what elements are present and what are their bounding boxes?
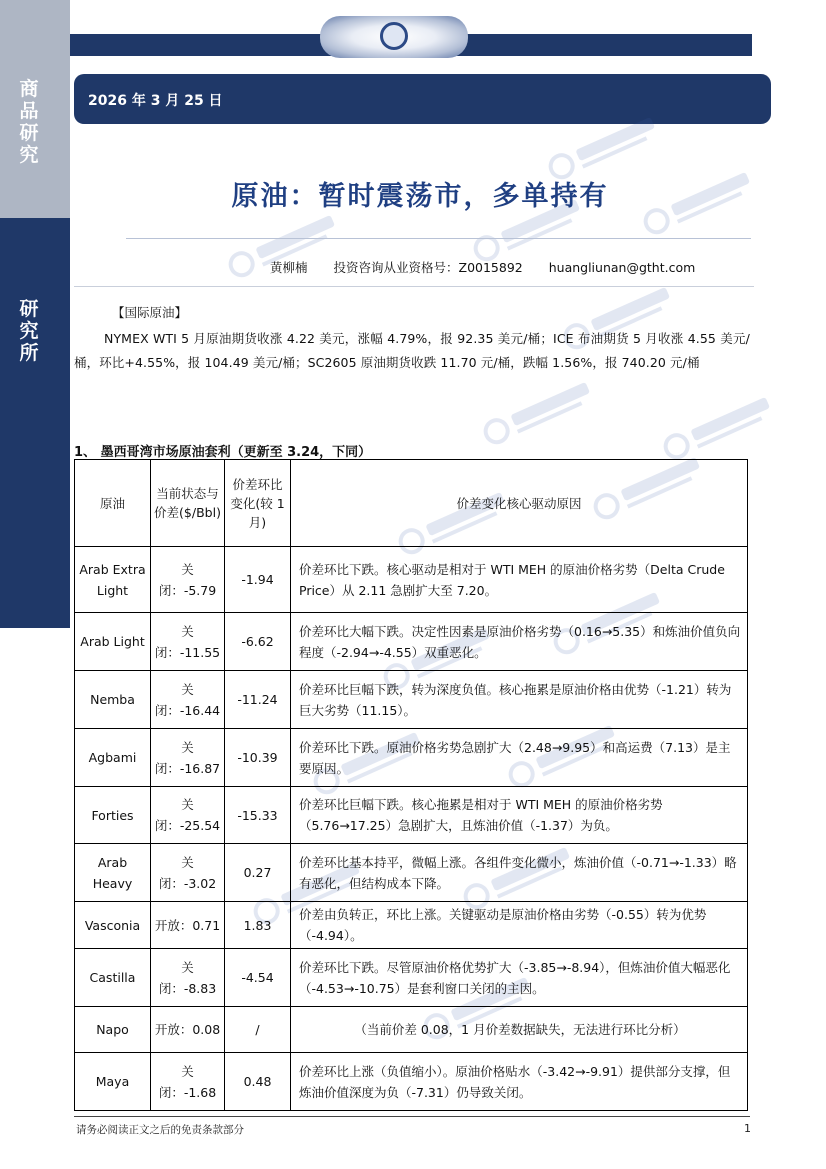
spread-status: 开放：0.71: [151, 902, 225, 949]
author-line: [270, 258, 695, 276]
driver-reason: 价差环比下跌。原油价格劣势急剧扩大（2.48→9.95）和高运费（7.13）是主要原因。: [291, 729, 748, 787]
table-row: [75, 1007, 748, 1053]
column-header-reason: 价差变化核心驱动原因: [291, 460, 748, 547]
driver-reason: 价差环比基本持平，微幅上涨。各组件变化微小，炼油价值（-0.71→-1.33）略有恶化，但结构成本下降。: [291, 844, 748, 902]
page-number: 1: [744, 1122, 751, 1135]
arbitrage-table: [74, 459, 748, 1111]
watermark-logo-icon: [478, 372, 602, 454]
table-row: [75, 949, 748, 1007]
crude-name: Napo: [75, 1007, 151, 1053]
driver-reason: 价差环比大幅下跌。决定性因素是原油价格劣势（0.16→5.35）和炼油价值负向程度（-2.94→-4.55）双重恶化。: [291, 613, 748, 671]
spread-change: -4.54: [225, 949, 291, 1007]
spread-change: 0.48: [225, 1053, 291, 1111]
driver-reason: 价差环比下跌。尽管原油价格优势扩大（-3.85→-8.94），但炼油价值大幅恶化（-4.53→-10.75）是套利窗口关闭的主因。: [291, 949, 748, 1007]
driver-reason: （当前价差 0.08，1 月价差数据缺失，无法进行环比分析）: [291, 1007, 748, 1053]
column-header-crude: 原油: [75, 460, 151, 547]
section-label: 【国际原油】: [112, 305, 188, 320]
spread-status: 关闭：-16.44: [151, 671, 225, 729]
spread-status: 关闭：-8.83: [151, 949, 225, 1007]
driver-reason: 价差环比巨幅下跌，转为深度负值。核心拖累是原油价格由优势（-1.21）转为巨大劣势（11.15）。: [291, 671, 748, 729]
spread-status: 关闭：-5.79: [151, 547, 225, 613]
column-header-change: 价差环比变化(较 1 月): [225, 460, 291, 547]
author-divider: [74, 286, 754, 287]
table-row: [75, 729, 748, 787]
spread-change: /: [225, 1007, 291, 1053]
spread-status: 关闭：-1.68: [151, 1053, 225, 1111]
spread-status: 关闭：-11.55: [151, 613, 225, 671]
spread-status: 关闭：-25.54: [151, 787, 225, 844]
table-row: [75, 902, 748, 949]
table-row: [75, 844, 748, 902]
table-row: [75, 613, 748, 671]
sidebar-bottom-panel: [0, 218, 70, 628]
crude-name: Arab Extra Light: [75, 547, 151, 613]
table-row: [75, 547, 748, 613]
crude-name: Maya: [75, 1053, 151, 1111]
driver-reason: 价差由负转正，环比上涨。关键驱动是原油价格由劣势（-0.55）转为优势（-4.94）。: [291, 902, 748, 949]
table-row: [75, 1053, 748, 1111]
footer-divider: [74, 1116, 750, 1117]
spread-change: -15.33: [225, 787, 291, 844]
crude-name: Nemba: [75, 671, 151, 729]
driver-reason: 价差环比巨幅下跌。核心拖累是相对于 WTI MEH 的原油价格劣势（5.76→17.25）急剧扩大，且炼油价值（-1.37）为负。: [291, 787, 748, 844]
table-row: [75, 787, 748, 844]
company-emblem-icon: [320, 16, 468, 58]
crude-name: Agbami: [75, 729, 151, 787]
crude-name: Vasconia: [75, 902, 151, 949]
spread-change: 0.27: [225, 844, 291, 902]
table-row: [75, 671, 748, 729]
spread-change: -10.39: [225, 729, 291, 787]
table-header-row: [75, 460, 748, 547]
spread-change: -11.24: [225, 671, 291, 729]
author-license: 投资咨询从业资格号：Z0015892: [333, 260, 523, 275]
spread-change: 1.83: [225, 902, 291, 949]
crude-name: Arab Heavy: [75, 844, 151, 902]
spread-status: 开放：0.08: [151, 1007, 225, 1053]
disclaimer-note: 请务必阅读正文之后的免责条款部分: [76, 1124, 244, 1136]
sidebar-category-label: 商品研究: [19, 78, 39, 166]
crude-name: Arab Light: [75, 613, 151, 671]
author-email: huangliunan@gtht.com: [548, 260, 696, 275]
driver-reason: 价差环比下跌。核心驱动是相对于 WTI MEH 的原油价格劣势（Delta Crude Price）从 2.11 急剧扩大至 7.20。: [291, 547, 748, 613]
driver-reason: 价差环比上涨（负值缩小）。原油价格贴水（-3.42→-9.91）提供部分支撑，但炼油价值深度为负（-7.31）仍导致关闭。: [291, 1053, 748, 1111]
spread-status: 关闭：-3.02: [151, 844, 225, 902]
column-header-status: 当前状态与价差($/Bbl): [151, 460, 225, 547]
table-heading: 1、 墨西哥湾市场原油套利（更新至 3.24，下同）: [74, 445, 372, 460]
spread-change: -6.62: [225, 613, 291, 671]
report-title: 原油：暂时震荡市，多单持有: [231, 181, 609, 212]
title-divider: [126, 238, 751, 239]
sidebar-institute-label: 研究所: [19, 298, 39, 364]
spread-change: -1.94: [225, 547, 291, 613]
spread-status: 关闭：-16.87: [151, 729, 225, 787]
market-summary-paragraph: NYMEX WTI 5 月原油期货收涨 4.22 美元，涨幅 4.79%，报 92.35 美元/桶；ICE 布油期货 5 月收涨 4.55 美元/桶，环比+4.55%，报 104.49 美元/桶；SC2605 原油期货收跌 11.70 元/桶，跌幅 1.56%，报 740.20 元/桶: [74, 331, 750, 370]
crude-name: Castilla: [75, 949, 151, 1007]
report-date: 2026 年 3 月 25 日: [88, 93, 223, 109]
crude-name: Forties: [75, 787, 151, 844]
author-name: 黄柳楠: [270, 260, 308, 275]
